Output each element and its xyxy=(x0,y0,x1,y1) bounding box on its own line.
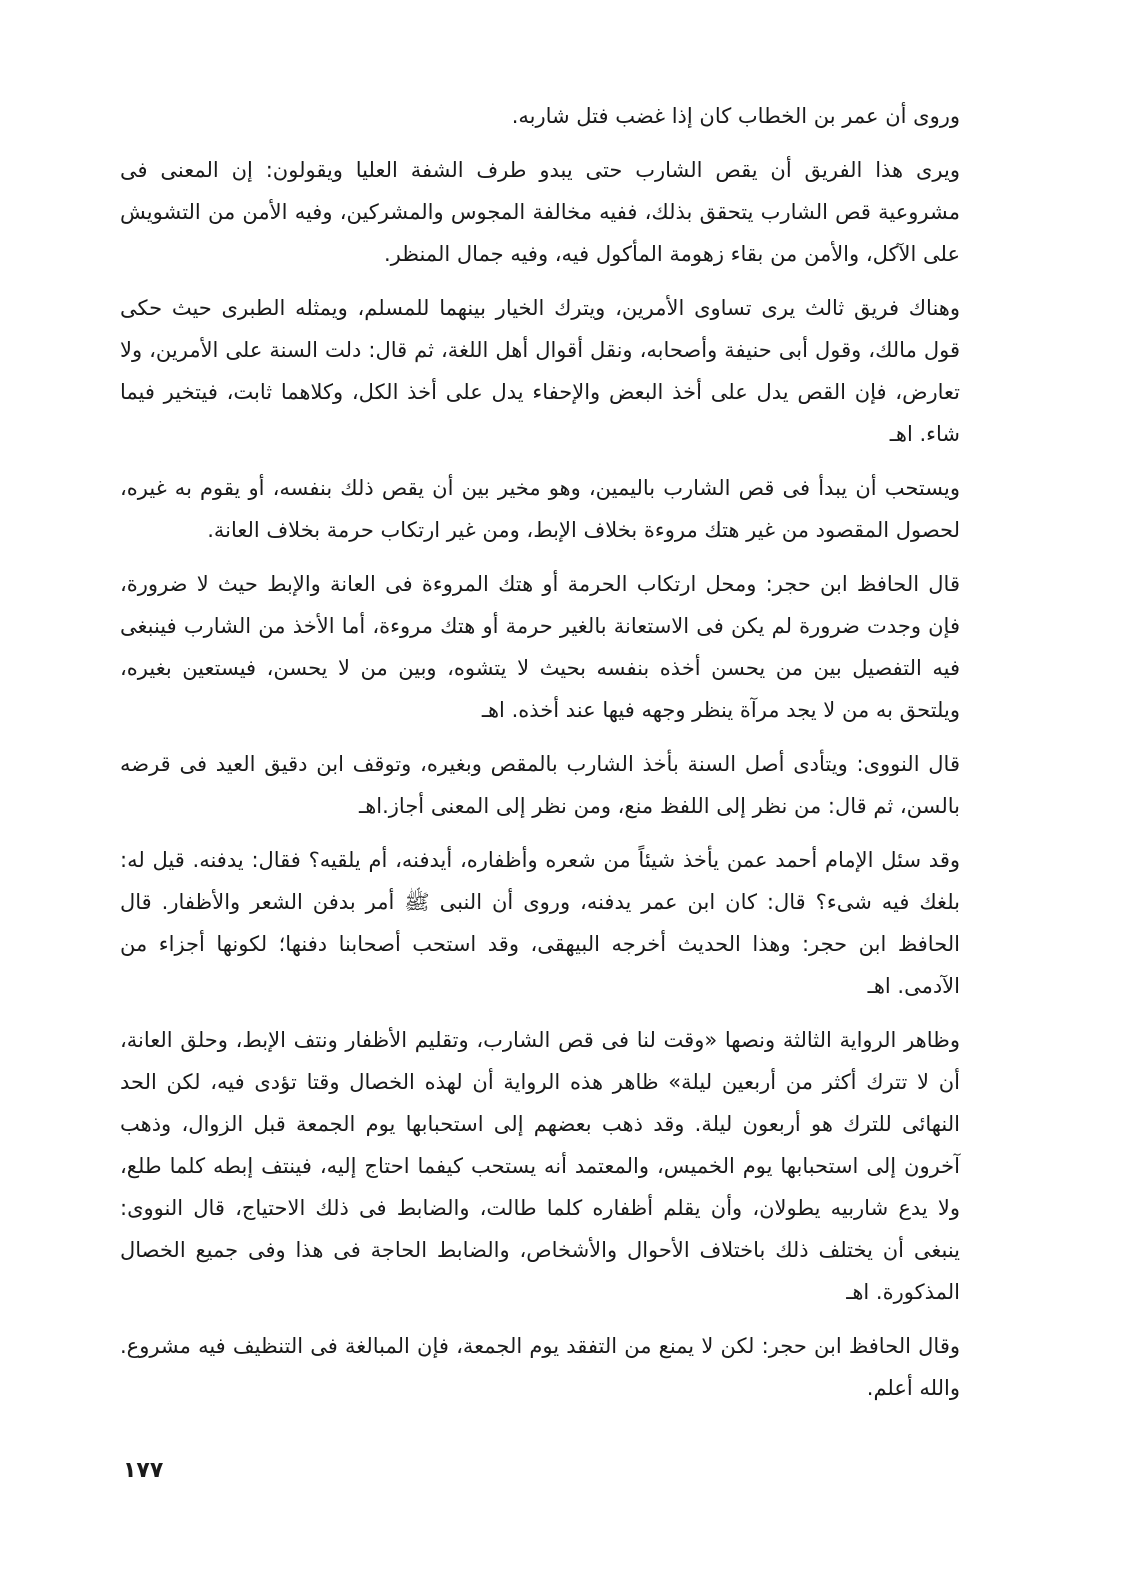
paragraph: وقال الحافظ ابن حجر: لكن لا يمنع من التفقد يوم الجمعة، فإن المبالغة فى التنظيف فيه مشروع. والله أعلم. xyxy=(120,1334,960,1400)
paragraph: قال الحافظ ابن حجر: ومحل ارتكاب الحرمة أو هتك المروءة فى العانة والإبط حيث لا ضرورة، فإن وجدت ضرورة لم يكن فى الاستعانة بالغير حرمة أو هتك مروءة، أما الأخذ من الشارب فينبغى فيه التفصيل بين من يحسن أخذه بنفسه بحيث لا يتشوه، وبين من لا يحسن، فيستعين بغيره، ويلتحق به من لا يجد مرآة ينظر وجهه فيها عند أخذه. اهـ xyxy=(120,572,960,722)
paragraph: وقد سئل الإمام أحمد عمن يأخذ شيئاً من شعره وأظفاره، أيدفنه، أم يلقيه؟ فقال: يدفنه. قيل له: بلغك فيه شىء؟ قال: كان ابن عمر يدفنه، وروى أن النبى ﷺ أمر بدفن الشعر والأظفار. قال الحافظ ابن حجر: وهذا الحديث أخرجه البيهقى، وقد استحب أصحابنا دفنها؛ لكونها أجزاء من الآدمى. اهـ xyxy=(120,848,960,998)
paragraph: وروى أن عمر بن الخطاب كان إذا غضب فتل شاربه. xyxy=(511,104,960,128)
paragraph: قال النووى: ويتأدى أصل السنة بأخذ الشارب بالمقص وبغيره، وتوقف ابن دقيق العيد فى قرضه بالسن، ثم قال: من نظر إلى اللفظ منع، ومن نظر إلى المعنى أجاز.اهـ xyxy=(120,752,960,818)
paragraph: ويرى هذا الفريق أن يقص الشارب حتى يبدو طرف الشفة العليا ويقولون: إن المعنى فى مشروعية قص الشارب يتحقق بذلك، ففيه مخالفة المجوس والمشركين، وفيه الأمن من التشويش على الآكل، والأمن من بقاء زهومة المأكول فيه، وفيه جمال المنظر. xyxy=(120,158,960,266)
paragraph: وهناك فريق ثالث يرى تساوى الأمرين، ويترك الخيار بينهما للمسلم، ويمثله الطبرى حيث حكى قول مالك، وقول أبى حنيفة وأصحابه، ونقل أقوال أهل اللغة، ثم قال: دلت السنة على الأمرين، ولا تعارض، فإن القص يدل على أخذ البعض والإحفاء يدل على أخذ الكل، وكلاهما ثابت، فيتخير فيما شاء. اهـ xyxy=(120,296,960,446)
paragraph: ويستحب أن يبدأ فى قص الشارب باليمين، وهو مخير بين أن يقص ذلك بنفسه، أو يقوم به غيره، لحصول المقصود من غير هتك مروءة بخلاف الإبط، ومن غير ارتكاب حرمة بخلاف العانة. xyxy=(120,476,960,542)
page-number: ١٧٧ xyxy=(123,1458,164,1483)
paragraph: وظاهر الرواية الثالثة ونصها «وقت لنا فى قص الشارب، وتقليم الأظفار ونتف الإبط، وحلق العانة، أن لا تترك أكثر من أربعين ليلة» ظاهر هذه الرواية أن لهذه الخصال وقتا تؤدى فيه، لكن الحد النهائى للترك هو أربعون ليلة. وقد ذهب بعضهم إلى استحبابها يوم الجمعة قبل الزوال، وذهب آخرون إلى استحبابها يوم الخميس، والمعتمد أنه يستحب كيفما احتاج إليه، فينتف إبطه كلما طلع، ولا يدع شاربيه يطولان، وأن يقلم أظفاره كلما طالت، والضابط فى ذلك الاحتياج، قال النووى: ينبغى أن يختلف ذلك باختلاف الأحوال والأشخاص، والضابط الحاجة فى هذا وفى جميع الخصال المذكورة. اهـ xyxy=(120,1028,960,1304)
page-body xyxy=(120,95,960,1475)
